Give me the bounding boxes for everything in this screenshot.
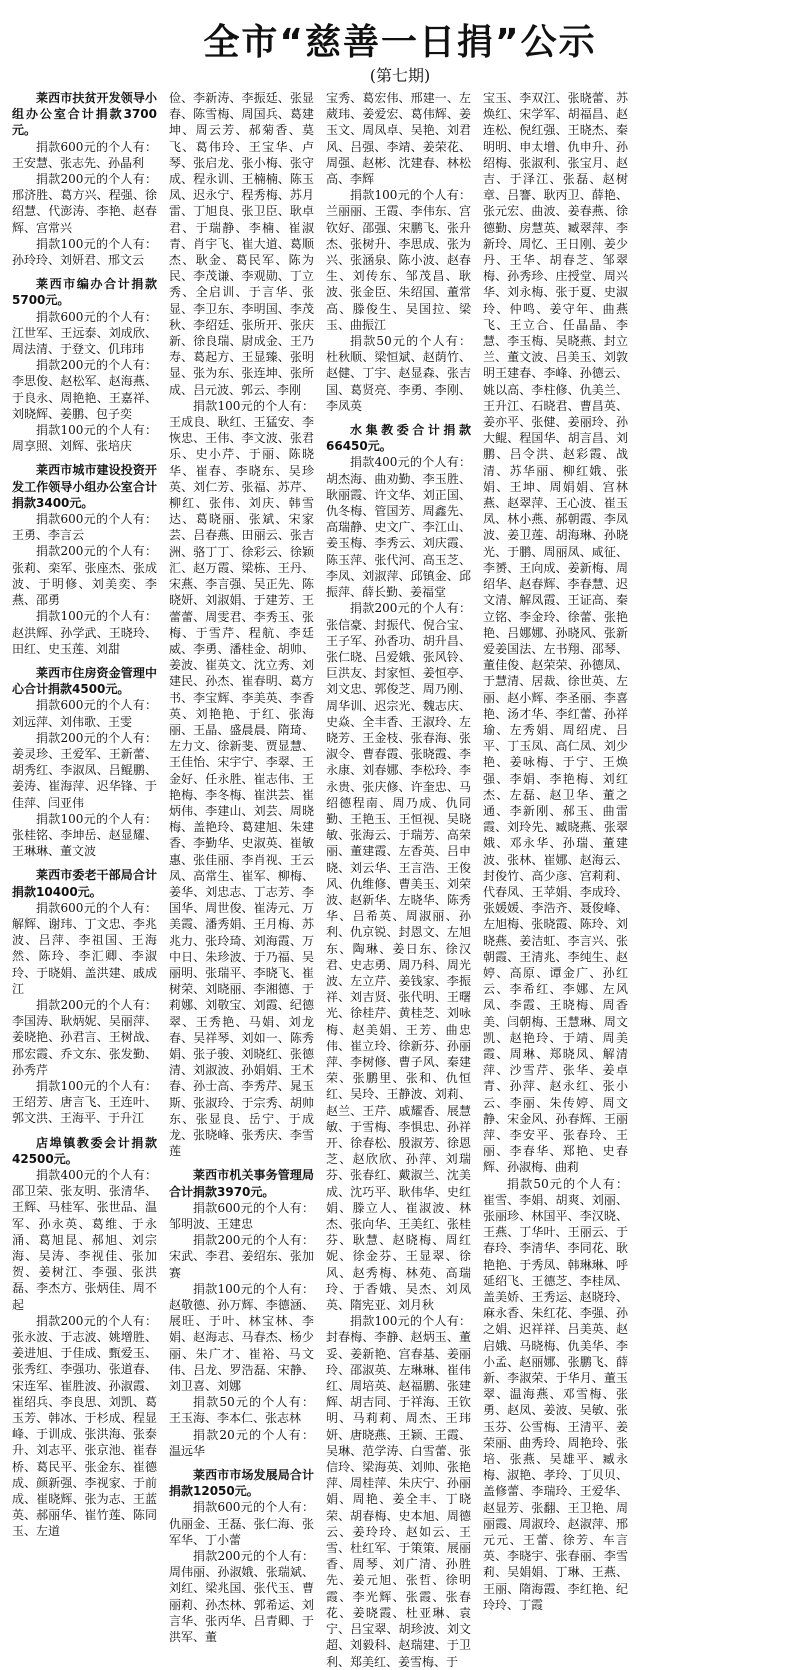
donor-list: 捐款50元的个人有：杜秋顺、梁恒斌、赵荫竹、赵健、丁宇、赵显森、张吉国、葛贤亮、李勇、李刚、李凤英 bbox=[326, 334, 471, 413]
donor-list: 捐款200元的个人有：周伟丽、孙淑娥、张瑞斌、刘红、梁兆国、张代玉、曹丽莉、孙杰林、郭希运、刘言华、张丙华、吕青卿、于洪军、董 bbox=[169, 1549, 314, 1645]
donor-list: 俭、李新涛、李振廷、张显春、陈雪梅、周国兵、葛建坤、周云芳、郝菊香、莫飞、葛伟玲、王宝华、卢琴、张启龙、张小梅、张守成、程永训、王楠楠、陈玉凤、迟永宁、程秀梅、苏月雷、丁旭良、张卫臣、耿卓君、于瑞静、李楠、崔淑青、肖宇飞、崔大道、葛顺杰、耿金、葛民军、陈为民、李茂谦、李观勋、丁立秀、全启训、于言华、张显、李卫东、李明国、李茂秋、李绍廷、张所开、张庆新、徐良瑞、尉成金、王乃寿、葛起方、王显臻、张明显、张为东、张连坤、张所成、吕元波、郭云、李刚 bbox=[169, 91, 314, 397]
donor-list: 捐款600元的个人有：仇丽金、王磊、张仁海、张军华、丁小蕾 bbox=[169, 1500, 314, 1547]
section-heading: 莱西市机关事务管理局合计捐款3970元。 bbox=[169, 1168, 314, 1199]
donor-list: 捐款100元的个人有：赵洪辉、孙学武、王晓玲、田红、史玉莲、刘甜 bbox=[12, 609, 157, 656]
donor-list: 捐款600元的个人有：王勇、李言云 bbox=[12, 512, 157, 543]
donor-list: 捐款200元的个人有：张永波、于志波、姚增胜、姜进旭、于佳成、甄爱玉、张秀红、李强功、张道春、宋连军、崔胜波、孙淑霞、崔绍兵、李良思、刘凯、葛玉芳、韩冰、于杉成、程显峰、于训成、张洪海、张泰升、刘志平、张京池、崔春桥、葛民平、张金东、崔德成、颜新强、李视家、于前成、崔晓辉、张为志、王蓝英、郝丽华、崔竹莲、陈同玉、左道 bbox=[12, 1313, 157, 1539]
page-title: 全市“慈善一日捐”公示 bbox=[203, 22, 597, 63]
donor-list: 捐款100元的个人有：封春梅、李静、赵炳玉、董妥、姜新艳、宫春基、姜丽玲、邵淑英、左琳琳、崔伟红、周培英、赵福鹏、张建辉、胡吉同、于祥海、王钦明、马莉莉、周杰、王玮妍、唐晓燕、王颖、王霞、吴琳、范学涛、白雪蕾、张信玲、梁海英、刘帅、张艳萍、周桂萍、朱庆宁、孙丽娟、周艳、姜全丰、丁晓荣、胡春梅、史本旭、周德云、姜玲玲、赵如云、王雪、杜红军、于策策、展丽香、周琴、刘广清、孙胜先、姜元旭、张哲、徐明霞、李光辉、张霞、张春花、姜晓霞、杜亚琳、袁宁、吕宝翠、胡珍波、刘文超、刘毅科、赵瑞建、于卫利、郑美红、姜雪梅、于 bbox=[326, 1314, 471, 1669]
column-2 bbox=[169, 90, 314, 1645]
donor-list: 捐款50元的个人有：王玉海、李本仁、张志林 bbox=[169, 1395, 314, 1426]
donor-list: 捐款600元的个人有：解辉、谢玮、丁文忠、李兆波、吕萍、李祖国、王海然、陈玲、李汇卿、李淑玲、于晓娟、盖洪建、戚成江 bbox=[12, 900, 157, 996]
column-1 bbox=[12, 90, 157, 1539]
donor-list: 捐款200元的个人有：张信豪、封振代、倪合宝、王子军、孙香功、胡升昌、张仁晓、吕爱娥、张风铃、巨洪友、封家恒、姜恒亭、刘文忠、郭俊芝、周乃刚、周华训、迟宗光、魏志庆、史焱、全丰香、王淑玲、左晓芳、王金枝、张春海、张淑令、曹春霞、张晓霞、李永康、刘春娜、李松玲、李永贵、张庆修、许奎忠、马绍德程南、周乃成、仇同勤、王艳玉、王恒视、吴晓敏、张海云、于瑞芳、高荣丽、董建霞、左香英、吕申晓、刘云华、王言浩、王俊风、仇维修、曹美玉、刘荣波、赵新华、左晓华、陈秀华、吕希英、周淑丽、孙利、仇京锐、封恩文、左旭东、陶琳、姜日东、徐汉君、史志勇、周乃科、周光波、左立芹、姜钱家、李振祥、刘吉贤、张代明、王曙光、徐桂芹、黄桂芝、刘咏梅、赵美娟、王芳、曲忠伟、崔立玲、徐新芬、孙丽萍、李树修、曹子风、秦建荣、张鹏里、张和、仇恒红、吴玲、王静波、刘莉、赵兰、王芹、戚耀香、展慧敏、于雪梅、李惧忠、孙祥开、徐春松、殷淑芳、徐恩芝、赵欣欣、孙萍、刘瑞芬、张春红、戴淑兰、沈美成、沈巧平、耿伟华、史红娟、滕立人、崔淑波、林杰、张向华、王美红、张桂芬、耿慧、赵晓梅、周红妮、徐金芬、王显翠、徐风、赵秀梅、林苑、高瑞玲、于香娥、吴杰、刘凤英、隋宪亚、刘月秋 bbox=[326, 601, 471, 1313]
column-4 bbox=[483, 90, 628, 1612]
donor-list: 捐款200元的个人有：宋武、李君、姜绍东、张加赛 bbox=[169, 1233, 314, 1280]
donor-list: 捐款50元的个人有：崔雪、李娟、胡爽、刘丽、张丽珍、林国平、李汉晓、王燕、丁华叶、王丽云、于春玲、李清华、李同花、耿艳艳、于秀凤、韩琳琳、呼延绍飞、王德芝、李桂凤、盖美娇、王秀运、赵晓玲、麻永香、朱红花、李强、孙之娟、迟祥祥、吕美英、赵启娥、马晓梅、仇美华、李小孟、赵丽娜、张鹏飞、薛新、李淑荣、于华月、董玉翠、温海燕、邓雪梅、张勇、赵凤、姜波、吴敏、张玉芬、公雪梅、王清平、姜荣丽、曲秀玲、周艳玲、张培、张燕、吴雄平、臧永梅、淑艳、孝玲、丁贝贝、盖修蕾、李瑞玲、王爱华、赵显芳、张翻、王卫艳、周丽霞、周淑玲、赵淑萍、邢元元、王蕾、徐芳、车言英、李晓宇、张春丽、李雪莉、吴娟娟、丁琳、王燕、王丽、隋海霞、李红艳、纪玲玲、丁霞 bbox=[483, 1176, 628, 1612]
donor-list: 宝秀、葛宏伟、邢建一、左葳玮、姜爱宏、葛伟辉、姜玉文、周凤卓、吴艳、刘君风、吕强、李靖、姜荣花、周强、赵彬、沈建春、林松高、李辉 bbox=[326, 91, 471, 187]
donor-list: 捐款200元的个人有：姜灵珍、王爱军、王新蕾、胡秀红、李淑凤、吕鲲鹏、姜涛、崔海萍、迟华锋、于佳萍、闫亚伟 bbox=[12, 730, 157, 810]
section-heading: 莱西市住房资金管理中心合计捐款4500元。 bbox=[12, 665, 157, 697]
section-heading: 莱西市市场发展局合计捐款12050元。 bbox=[169, 1468, 314, 1499]
donor-list: 捐款100元的个人有：周享照、刘辉、张培庆 bbox=[12, 423, 157, 454]
donor-list: 捐款600元的个人有：江世军、王远泰、刘成欣、周法清、于登文、仉玮玮 bbox=[12, 309, 157, 357]
donor-list: 捐款100元的个人有：王绍芳、唐言飞、王连叶、郭文洪、王海平、于升江 bbox=[12, 1078, 157, 1126]
section-heading: 莱西市编办合计捐款5700元。 bbox=[12, 277, 157, 308]
columns-container bbox=[12, 90, 788, 1669]
donor-list: 宝玉、李双江、张晓蕾、苏焕红、宋学军、胡福昌、赵连松、倪红强、王晓杰、秦明明、申太增、仇申升、孙绍梅、张淑利、张宝月、赵吉、于泽江、张磊、赵树章、吕謇、耿丙卫、薛艳、张元宏、曲波、姜春燕、徐德勤、房慧英、臧翠萍、李新玲、周忆、王日刚、姜少丹、王华、胡春芝、邹翠梅、孙秀珍、庄授堂、周兴华、刘永梅、张于夏、史淑玲、仲鸣、姜守年、曲燕飞、王立合、任晶晶、李慧、李玉梅、吴晓燕、封立兰、董文波、吕美玉、刘敦明王建春、李峰、孙德云、姚以高、李柱修、仇美兰、王升江、石晓君、曹昌英、姜亦平、张健、姜丽玲、孙大鲲、程国华、胡言昌、刘鹏、吕令洪、赵彩霞、战清、苏华丽、柳红娥、张娟、王坤、周娟娟、宫林燕、赵翠萍、王心波、崔玉凤、林小燕、郝朝霞、李凤波、姜卫莲、胡海琳、孙晓光、于鹏、周丽凤、咸征、李赟、王向成、姜新梅、周绍华、赵春辉、李春慧、迟文清、解凤霞、王证高、秦立铭、李金玲、徐蕾、张艳艳、吕娜娜、孙晓风、张新爱姜国法、左书翔、邵琴、董佳俊、赵荣荣、孙德凤、于慧清、居裁、徐世英、左丽、赵小辉、李圣丽、李喜艳、汤才华、李红蕾、孙祥瑜、左秀娟、周绍虎、吕平、丁玉凤、高仁凤、刘少艳、姜咏梅、于宁、王焕强、李娟、李艳梅、刘红杰、左磊、赵卫华、董之通、李新刚、郝玉、曲雷霞、刘玲先、臧晓燕、张翠娥、邓永华、孙瑞、董建波、张林、崔娜、赵海云、封俊竹、高少彦、宫莉莉、代春凤、王苹娟、李成玲、张媛媛、李浩齐、聂俊峰、左旭梅、张晓霞、陈玲、刘晓燕、姜洁虹、李言兴、张朝霞、王清兆、李纯生、赵婷、高原、谭金广、孙红云、李希红、李娜、左风凤、李霞、王晓梅、周香美、闫朝梅、王慧琳、周文凯、赵艳玲、于靖、周美霞、周琳、郑晓凤、解清萍、沙雪芹、张华、姜卓青、孙萍、赵永红、张小云、李丽、朱传婷、周文静、宋金风、孙春辉、王丽萍、李安平、张春玲、王丽、李春华、郑艳、史春辉、孙淑梅、曲莉 bbox=[483, 91, 628, 1175]
section-heading: 店埠镇教委会计捐款42500元。 bbox=[12, 1135, 157, 1166]
donor-list: 捐款200元的个人有：李国涛、耿炳妮、吴丽萍、姜晓艳、孙君言、王树战、邢宏霞、乔文东、张发勤、孙秀芹 bbox=[12, 997, 157, 1077]
section-heading: 莱西市委老干部局合计捐款10400元。 bbox=[12, 868, 157, 899]
donor-list: 捐款100元的个人有：张桂铭、李坤岳、赵显耀、王琳琳、董文波 bbox=[12, 811, 157, 859]
column-5 bbox=[640, 90, 785, 1110]
donor-list: 捐款600元的个人有：王安慧、张志先、孙晶利 bbox=[12, 139, 157, 170]
donor-list: 捐款400元的个人有：邵卫荣、张友明、张清华、王辉、马桂军、张世品、温军、孙永英、葛维、于永涌、葛旭昆、郝旭、刘宗海、吴涛、李视佳、张加贺、姜树江、李强、张洪磊、李杰方、张炳佳、周不起 bbox=[12, 1168, 157, 1312]
donor-list: 捐款100元的个人有：王成良、耿红、王猛安、李恢忠、王伟、李文波、张君乐、史小芹、于丽、陈晓华、崔春、李晓东、吴珍英、刘仁芳、张福、苏芹、柳红、张伟、刘庆、韩雪达、葛晓丽、张斌、宋家芸、吕春燕、田丽云、张吉洲、骆丁丁、徐彩云、徐颖汇、赵万霞、梁栋、王丹、宋燕、李言强、吴正先、陈晓妍、刘淑娟、于建芳、王蕾蕾、周雯君、李秀玉、张梅、于雪芹、程航、李廷威、李勇、潘桂金、胡帅、姜波、崔英文、沈立秀、刘建民、孙杰、崔春明、葛方书、李宝辉、李美英、李香英、刘艳艳、于红、张海丽、王晶、盛晨晨、隋琦、左力文、徐新斐、贾显慧、王佳怡、宋宇宁、李翠、王金好、任永胜、崔志伟、王艳梅、李冬梅、崔洪芸、崔炳伟、李建山、刘芸、周晓梅、盖艳玲、葛建旭、朱建香、李勤华、史淑英、崔敏惠、张佳丽、李肖视、王云凤、高常生、崔军、柳梅、姜华、刘忠志、丁志芳、李国华、周世俊、崔涛元、万美霞、潘秀娟、王月梅、苏兆力、张玲琦、刘海霞、万中日、朱珍波、于乃福、吴丽明、张瑞平、李晓飞、崔树荣、刘晓丽、李湘德、于莉娜、刘敬宝、刘霞、纪德翠、王秀艳、马娟、刘龙春、吴祥琴、刘如一、陈秀娟、张子骏、刘晓红、张德清、刘淑波、孙娟娟、王术春、孙士高、李秀芹、晁玉斯、张淑玲、于宗秀、胡帅东、张显良、岳宁、于成龙、张晓峰、张秀庆、李雪莲 bbox=[169, 398, 314, 1159]
donor-list: 捐款200元的个人有：张莉、栾军、张座杰、张成波、于明修、刘美奕、李燕、邵勇 bbox=[12, 544, 157, 608]
column-3 bbox=[326, 90, 471, 1669]
issue-number: (第七期) bbox=[369, 66, 431, 85]
donor-list: 捐款600元的个人有：邹明波、王建忠 bbox=[169, 1200, 314, 1232]
donor-list: 捐款100元的个人有：孙玲玲、刘妍君、邢文云 bbox=[12, 236, 157, 268]
section-heading: 莱西市城市建设投资开发工作领导小组办公室合计捐款3400元。 bbox=[12, 463, 157, 510]
section-heading: 水集教委合计捐款66450元。 bbox=[326, 423, 471, 454]
donor-list: 捐款20元的个人有：温远华 bbox=[169, 1427, 314, 1458]
donor-list: 捐款200元的个人有：李思俊、赵松军、赵海燕、于良永、周艳艳、王嘉祥、刘晓辉、姜鹏、包子奕 bbox=[12, 358, 157, 421]
donor-list: 捐款100元的个人有：兰丽丽、王霞、李伟东、宫钦好、邵强、宋鹏飞、张升杰、张树升、李思成、张为兴、张涵泉、陈小波、赵春生、刘传东、邹茂昌、耿波、张金臣、朱绍国、董常高、滕俊生、吴国拉、梁玉、曲振江 bbox=[326, 188, 471, 332]
donor-list: 捐款200元的个人有：邢济胜、葛方兴、程强、徐绍慧、代澎涛、李艳、赵春辉、宫常兴 bbox=[12, 172, 157, 235]
donor-list: 捐款400元的个人有：胡杰海、曲劝勤、李玉胜、耿丽霞、许文华、刘正国、仇冬梅、管国芳、周鑫先、高瑞静、史文广、李江山、姜玉梅、李秀云、刘庆霞、陈玉萍、张代河、高玉芝、李凤、刘淑萍、邱镇金、邱振萍、薛长勤、姜福堂 bbox=[326, 455, 471, 600]
section-heading: 莱西市扶贫开发领导小组办公室合计捐款3700元。 bbox=[12, 91, 157, 138]
donor-list: 捐款100元的个人有：赵敬德、孙万辉、李德涵、展旺、于叶、林宝林、李娟、赵海志、马春杰、杨少丽、朱广才、崔裕、马文伟、吕龙、罗浩磊、宋静、刘卫喜、刘娜 bbox=[169, 1281, 314, 1394]
donor-list: 捐款600元的个人有：刘远萍、刘伟歌、王雯 bbox=[12, 698, 157, 729]
page-header bbox=[0, 0, 800, 84]
